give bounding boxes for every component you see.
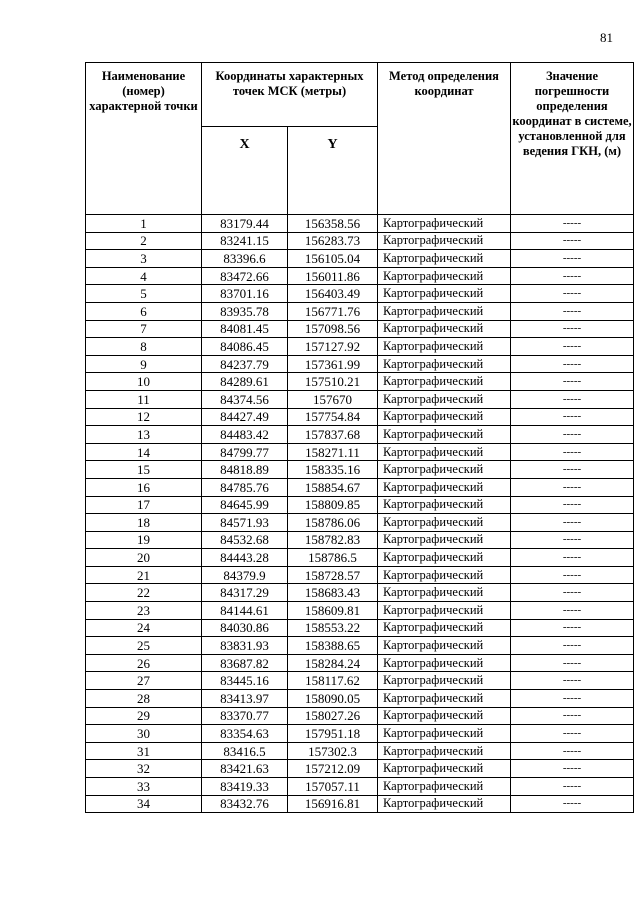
cell-error: -----	[511, 795, 634, 813]
cell-error: -----	[511, 566, 634, 584]
cell-error: -----	[511, 637, 634, 655]
cell-y: 158117.62	[288, 672, 378, 690]
cell-method: Картографический	[378, 602, 511, 620]
cell-error: -----	[511, 654, 634, 672]
cell-point-number: 21	[86, 566, 202, 584]
cell-method: Картографический	[378, 637, 511, 655]
cell-point-number: 34	[86, 795, 202, 813]
cell-x: 84532.68	[202, 531, 288, 549]
cell-point-number: 1	[86, 215, 202, 233]
cell-method: Картографический	[378, 285, 511, 303]
cell-method: Картографический	[378, 584, 511, 602]
cell-method: Картографический	[378, 707, 511, 725]
table-row	[86, 250, 634, 268]
table-row	[86, 760, 634, 778]
cell-y: 156105.04	[288, 250, 378, 268]
cell-y: 156771.76	[288, 302, 378, 320]
header-x: X	[202, 127, 288, 215]
cell-x: 83445.16	[202, 672, 288, 690]
cell-y: 156358.56	[288, 215, 378, 233]
cell-method: Картографический	[378, 426, 511, 444]
table-row	[86, 514, 634, 532]
cell-point-number: 26	[86, 654, 202, 672]
cell-x: 83179.44	[202, 215, 288, 233]
cell-point-number: 20	[86, 549, 202, 567]
table-row	[86, 549, 634, 567]
table-row	[86, 373, 634, 391]
cell-method: Картографический	[378, 725, 511, 743]
cell-point-number: 11	[86, 390, 202, 408]
table-row	[86, 742, 634, 760]
header-error: Значение погрешности определения координат в системе, установленной для ведения ГКН, (м)	[511, 63, 634, 215]
table-row	[86, 215, 634, 233]
cell-point-number: 4	[86, 267, 202, 285]
cell-method: Картографический	[378, 690, 511, 708]
cell-x: 84081.45	[202, 320, 288, 338]
page-number: 81	[600, 30, 613, 45]
cell-y: 157510.21	[288, 373, 378, 391]
cell-point-number: 16	[86, 478, 202, 496]
cell-y: 157754.84	[288, 408, 378, 426]
cell-method: Картографический	[378, 566, 511, 584]
cell-error: -----	[511, 549, 634, 567]
table-row	[86, 690, 634, 708]
cell-method: Картографический	[378, 302, 511, 320]
header-point-name: Наименование (номер) характерной точки	[86, 63, 202, 215]
cell-y: 158090.05	[288, 690, 378, 708]
table-row	[86, 778, 634, 796]
cell-point-number: 3	[86, 250, 202, 268]
cell-x: 83432.76	[202, 795, 288, 813]
cell-x: 84374.56	[202, 390, 288, 408]
cell-error: -----	[511, 320, 634, 338]
cell-method: Картографический	[378, 408, 511, 426]
cell-y: 158388.65	[288, 637, 378, 655]
cell-point-number: 15	[86, 461, 202, 479]
cell-error: -----	[511, 302, 634, 320]
cell-error: -----	[511, 690, 634, 708]
cell-y: 158809.85	[288, 496, 378, 514]
cell-x: 84571.93	[202, 514, 288, 532]
cell-x: 83472.66	[202, 267, 288, 285]
cell-y: 158728.57	[288, 566, 378, 584]
cell-y: 158854.67	[288, 478, 378, 496]
cell-error: -----	[511, 514, 634, 532]
cell-point-number: 30	[86, 725, 202, 743]
cell-x: 84443.28	[202, 549, 288, 567]
table-row	[86, 637, 634, 655]
cell-point-number: 25	[86, 637, 202, 655]
table-row	[86, 426, 634, 444]
cell-method: Картографический	[378, 478, 511, 496]
cell-y: 157361.99	[288, 355, 378, 373]
cell-y: 156403.49	[288, 285, 378, 303]
table-row	[86, 302, 634, 320]
cell-point-number: 17	[86, 496, 202, 514]
cell-method: Картографический	[378, 215, 511, 233]
table-row	[86, 320, 634, 338]
cell-y: 158284.24	[288, 654, 378, 672]
cell-error: -----	[511, 443, 634, 461]
table-row	[86, 443, 634, 461]
cell-y: 158786.06	[288, 514, 378, 532]
cell-error: -----	[511, 602, 634, 620]
cell-x: 83354.63	[202, 725, 288, 743]
cell-method: Картографический	[378, 461, 511, 479]
cell-method: Картографический	[378, 250, 511, 268]
cell-x: 83831.93	[202, 637, 288, 655]
cell-x: 83935.78	[202, 302, 288, 320]
table-row	[86, 654, 634, 672]
table-row	[86, 795, 634, 813]
cell-method: Картографический	[378, 795, 511, 813]
table-body	[86, 215, 634, 813]
cell-point-number: 9	[86, 355, 202, 373]
cell-x: 84086.45	[202, 338, 288, 356]
cell-x: 83421.63	[202, 760, 288, 778]
cell-x: 83419.33	[202, 778, 288, 796]
cell-error: -----	[511, 725, 634, 743]
table-row	[86, 285, 634, 303]
cell-y: 158271.11	[288, 443, 378, 461]
header-y: Y	[288, 127, 378, 215]
table-row	[86, 531, 634, 549]
cell-method: Картографический	[378, 390, 511, 408]
cell-x: 83241.15	[202, 232, 288, 250]
cell-point-number: 29	[86, 707, 202, 725]
cell-x: 84030.86	[202, 619, 288, 637]
cell-method: Картографический	[378, 338, 511, 356]
cell-method: Картографический	[378, 760, 511, 778]
cell-point-number: 13	[86, 426, 202, 444]
cell-error: -----	[511, 390, 634, 408]
table-row	[86, 461, 634, 479]
cell-y: 156283.73	[288, 232, 378, 250]
cell-point-number: 2	[86, 232, 202, 250]
cell-error: -----	[511, 619, 634, 637]
cell-point-number: 14	[86, 443, 202, 461]
cell-method: Картографический	[378, 355, 511, 373]
cell-x: 84645.99	[202, 496, 288, 514]
table-row	[86, 566, 634, 584]
cell-method: Картографический	[378, 531, 511, 549]
cell-method: Картографический	[378, 514, 511, 532]
table-row	[86, 478, 634, 496]
cell-error: -----	[511, 672, 634, 690]
table-row	[86, 672, 634, 690]
cell-error: -----	[511, 778, 634, 796]
cell-method: Картографический	[378, 654, 511, 672]
cell-x: 83413.97	[202, 690, 288, 708]
cell-x: 83396.6	[202, 250, 288, 268]
table-row	[86, 390, 634, 408]
cell-error: -----	[511, 232, 634, 250]
header-method: Метод определения координат	[378, 63, 511, 215]
cell-x: 84799.77	[202, 443, 288, 461]
cell-y: 158553.22	[288, 619, 378, 637]
table-row	[86, 725, 634, 743]
cell-error: -----	[511, 338, 634, 356]
cell-x: 83370.77	[202, 707, 288, 725]
cell-x: 84237.79	[202, 355, 288, 373]
cell-y: 158782.83	[288, 531, 378, 549]
cell-y: 157837.68	[288, 426, 378, 444]
cell-y: 158335.16	[288, 461, 378, 479]
cell-error: -----	[511, 531, 634, 549]
cell-point-number: 6	[86, 302, 202, 320]
cell-point-number: 18	[86, 514, 202, 532]
cell-point-number: 28	[86, 690, 202, 708]
table-row	[86, 496, 634, 514]
cell-y: 157951.18	[288, 725, 378, 743]
cell-x: 84289.61	[202, 373, 288, 391]
cell-x: 83687.82	[202, 654, 288, 672]
table-row	[86, 707, 634, 725]
cell-y: 158786.5	[288, 549, 378, 567]
table-row	[86, 619, 634, 637]
cell-point-number: 22	[86, 584, 202, 602]
coordinates-table	[85, 62, 634, 813]
cell-error: -----	[511, 285, 634, 303]
cell-x: 84818.89	[202, 461, 288, 479]
cell-method: Картографический	[378, 778, 511, 796]
cell-point-number: 24	[86, 619, 202, 637]
cell-point-number: 19	[86, 531, 202, 549]
cell-point-number: 7	[86, 320, 202, 338]
cell-point-number: 23	[86, 602, 202, 620]
cell-y: 156916.81	[288, 795, 378, 813]
cell-point-number: 32	[86, 760, 202, 778]
cell-method: Картографический	[378, 320, 511, 338]
table-header	[86, 63, 634, 215]
cell-error: -----	[511, 355, 634, 373]
cell-x: 84317.29	[202, 584, 288, 602]
cell-x: 84427.49	[202, 408, 288, 426]
cell-method: Картографический	[378, 496, 511, 514]
cell-y: 158683.43	[288, 584, 378, 602]
cell-y: 157302.3	[288, 742, 378, 760]
cell-x: 84144.61	[202, 602, 288, 620]
cell-y: 157127.92	[288, 338, 378, 356]
cell-error: -----	[511, 707, 634, 725]
cell-error: -----	[511, 408, 634, 426]
cell-error: -----	[511, 584, 634, 602]
cell-point-number: 33	[86, 778, 202, 796]
cell-error: -----	[511, 373, 634, 391]
cell-point-number: 5	[86, 285, 202, 303]
cell-y: 157057.11	[288, 778, 378, 796]
cell-error: -----	[511, 760, 634, 778]
cell-error: -----	[511, 742, 634, 760]
cell-method: Картографический	[378, 619, 511, 637]
cell-x: 84379.9	[202, 566, 288, 584]
cell-error: -----	[511, 215, 634, 233]
cell-point-number: 8	[86, 338, 202, 356]
cell-error: -----	[511, 250, 634, 268]
table-row	[86, 602, 634, 620]
cell-x: 83416.5	[202, 742, 288, 760]
cell-error: -----	[511, 426, 634, 444]
cell-method: Картографический	[378, 742, 511, 760]
table-row	[86, 267, 634, 285]
cell-point-number: 10	[86, 373, 202, 391]
cell-method: Картографический	[378, 373, 511, 391]
cell-method: Картографический	[378, 267, 511, 285]
table-row	[86, 355, 634, 373]
cell-method: Картографический	[378, 549, 511, 567]
cell-error: -----	[511, 267, 634, 285]
cell-point-number: 31	[86, 742, 202, 760]
table-row	[86, 232, 634, 250]
cell-x: 84483.42	[202, 426, 288, 444]
table-row	[86, 584, 634, 602]
cell-method: Картографический	[378, 443, 511, 461]
cell-y: 156011.86	[288, 267, 378, 285]
cell-error: -----	[511, 496, 634, 514]
header-coordinates: Координаты характерных точек МСК (метры)	[202, 63, 378, 127]
table-row	[86, 408, 634, 426]
cell-method: Картографический	[378, 672, 511, 690]
cell-y: 157212.09	[288, 760, 378, 778]
cell-method: Картографический	[378, 232, 511, 250]
cell-y: 157670	[288, 390, 378, 408]
cell-x: 83701.16	[202, 285, 288, 303]
cell-point-number: 27	[86, 672, 202, 690]
cell-error: -----	[511, 461, 634, 479]
cell-error: -----	[511, 478, 634, 496]
table-row	[86, 338, 634, 356]
cell-y: 158609.81	[288, 602, 378, 620]
cell-y: 158027.26	[288, 707, 378, 725]
cell-x: 84785.76	[202, 478, 288, 496]
cell-point-number: 12	[86, 408, 202, 426]
cell-y: 157098.56	[288, 320, 378, 338]
